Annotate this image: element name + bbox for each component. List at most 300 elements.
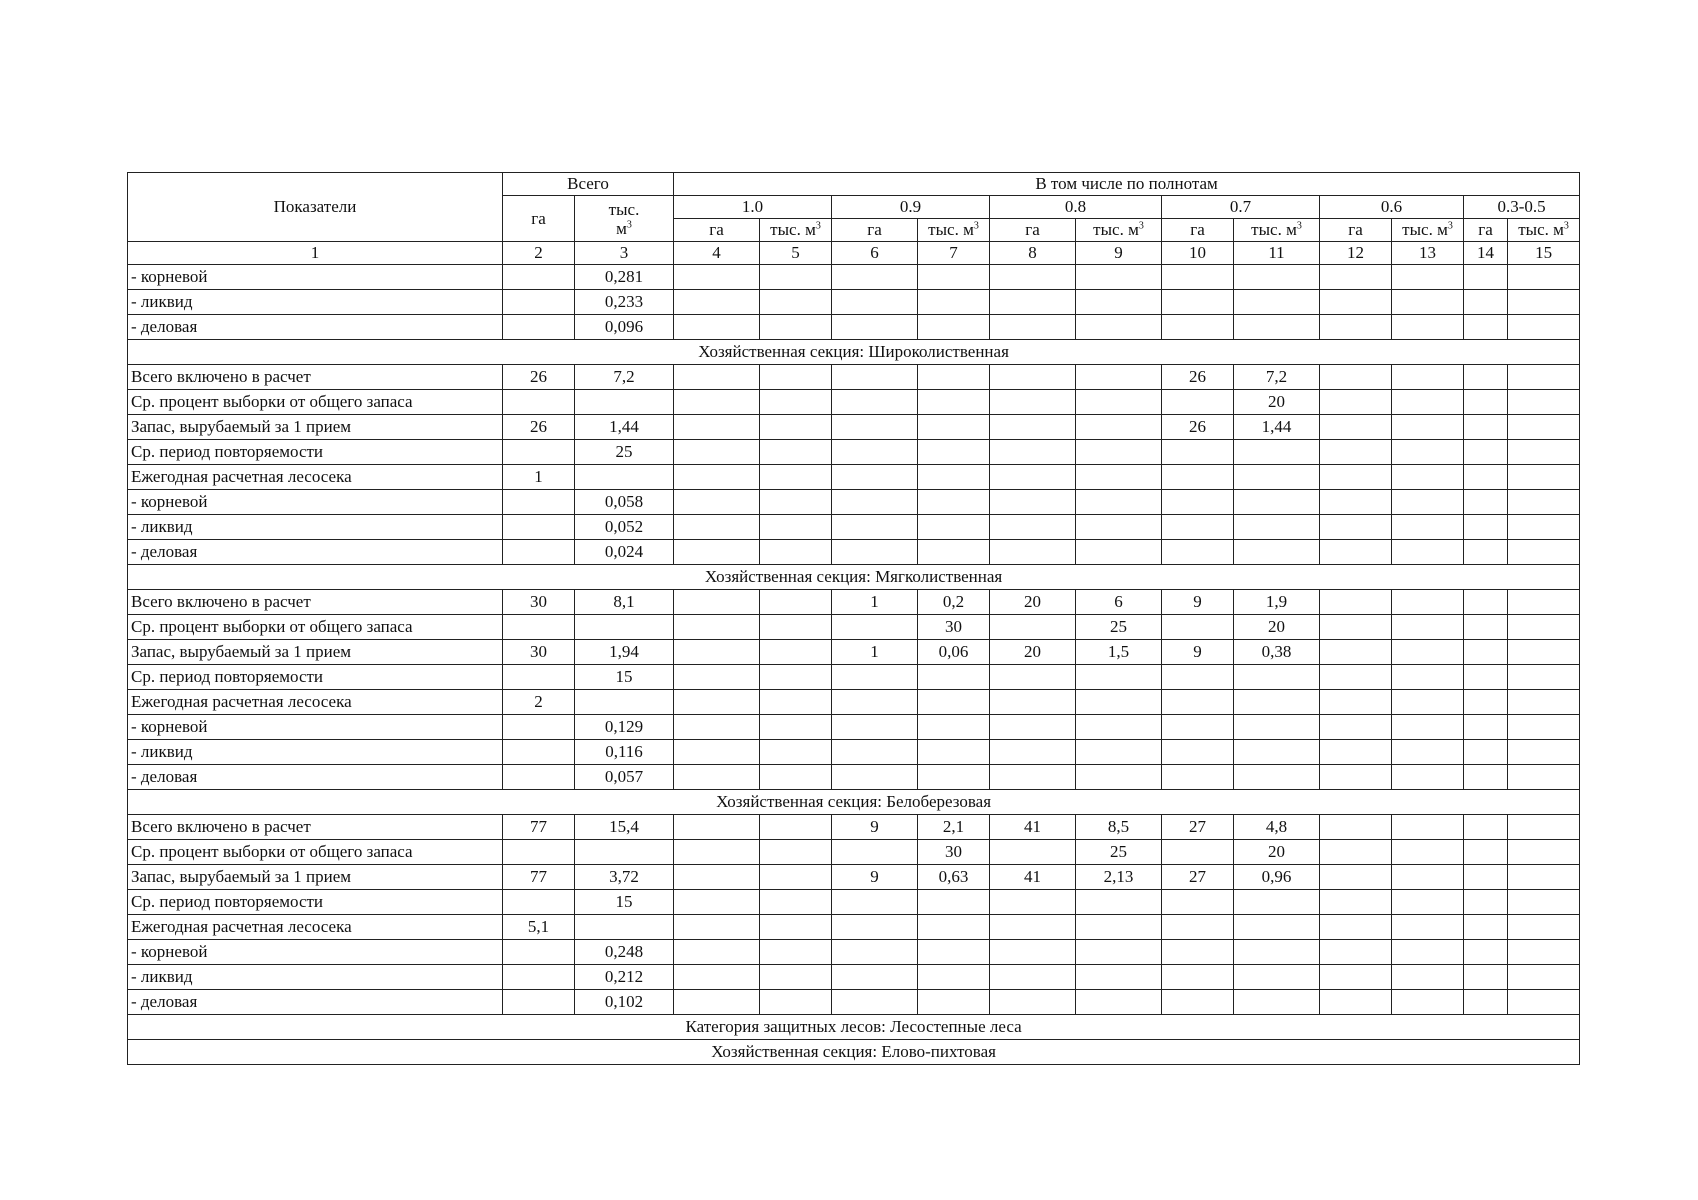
row-label: Ежегодная расчетная лесосека (128, 465, 503, 490)
table-cell (1508, 890, 1580, 915)
table-cell (1234, 465, 1320, 490)
table-row (128, 740, 1580, 765)
table-cell: 26 (503, 365, 575, 390)
table-cell (1076, 515, 1162, 540)
table-cell (1320, 440, 1392, 465)
table-cell: 26 (1162, 415, 1234, 440)
table-cell (1392, 915, 1464, 940)
table-row (128, 640, 1580, 665)
table-cell (503, 940, 575, 965)
column-number: 5 (760, 242, 832, 265)
table-cell (674, 440, 760, 465)
table-cell (1508, 440, 1580, 465)
table-cell (674, 290, 760, 315)
table-cell (832, 365, 918, 390)
header-unit-volume (1392, 219, 1464, 242)
table-cell: 2,1 (918, 815, 990, 840)
column-number: 8 (990, 242, 1076, 265)
table-cell (1464, 890, 1508, 915)
table-cell (760, 765, 832, 790)
table-cell (503, 990, 575, 1015)
table-cell (1320, 315, 1392, 340)
section-title: Хозяйственная секция: Белоберезовая (128, 790, 1580, 815)
table-cell: 15,4 (575, 815, 674, 840)
table-cell (832, 265, 918, 290)
table-cell (832, 515, 918, 540)
table-cell (1162, 915, 1234, 940)
table-row (128, 515, 1580, 540)
superscript-3: 3 (973, 220, 979, 232)
table-cell: 30 (503, 590, 575, 615)
table-cell (503, 490, 575, 515)
header-total-ha: га (503, 196, 575, 242)
table-row (128, 315, 1580, 340)
table-header (128, 173, 1580, 265)
table-row (128, 815, 1580, 840)
row-label: Запас, вырубаемый за 1 прием (128, 865, 503, 890)
table-cell (1508, 465, 1580, 490)
table-cell (1234, 740, 1320, 765)
table-cell (1320, 365, 1392, 390)
table-cell (1320, 965, 1392, 990)
row-label: - ликвид (128, 515, 503, 540)
table-cell (503, 965, 575, 990)
table-cell (760, 940, 832, 965)
table-cell (760, 640, 832, 665)
table-cell (1162, 290, 1234, 315)
table-cell: 26 (503, 415, 575, 440)
table-cell (674, 415, 760, 440)
table-cell: 4,8 (1234, 815, 1320, 840)
table-row (128, 915, 1580, 940)
row-label: - деловая (128, 540, 503, 565)
table-cell (990, 290, 1076, 315)
table-cell (760, 615, 832, 640)
column-number: 11 (1234, 242, 1320, 265)
table-cell (918, 415, 990, 440)
table-cell: 15 (575, 890, 674, 915)
header-by-density: В том числе по полнотам (674, 173, 1580, 196)
table-cell: 41 (990, 865, 1076, 890)
row-label: Всего включено в расчет (128, 365, 503, 390)
header-unit-volume-text: тыс. м (1093, 220, 1139, 239)
table-cell (1392, 315, 1464, 340)
table-cell (1234, 890, 1320, 915)
table-cell (1464, 415, 1508, 440)
table-cell: 26 (1162, 365, 1234, 390)
table-cell (990, 965, 1076, 990)
superscript-3: 3 (1447, 220, 1453, 232)
table-cell (674, 265, 760, 290)
table-cell: 20 (1234, 615, 1320, 640)
table-cell (575, 465, 674, 490)
superscript-3: 3 (626, 218, 632, 230)
table-cell (1508, 965, 1580, 990)
table-cell (760, 265, 832, 290)
header-unit-volume (1234, 219, 1320, 242)
table-cell (1234, 765, 1320, 790)
table-cell (1234, 965, 1320, 990)
table-cell: 77 (503, 865, 575, 890)
table-cell (1076, 465, 1162, 490)
table-cell (1320, 740, 1392, 765)
table-cell (1508, 265, 1580, 290)
table-cell (1234, 515, 1320, 540)
table-cell (990, 765, 1076, 790)
header-density-4: 0.7 (1162, 196, 1320, 219)
row-label: Запас, вырубаемый за 1 прием (128, 415, 503, 440)
table-cell (1464, 590, 1508, 615)
table-cell (1162, 890, 1234, 915)
table-cell (1076, 665, 1162, 690)
table-cell (1162, 665, 1234, 690)
row-label: - корневой (128, 265, 503, 290)
table-cell (1464, 865, 1508, 890)
table-cell (1162, 465, 1234, 490)
table-row (128, 865, 1580, 890)
column-number: 15 (1508, 242, 1580, 265)
table-cell (990, 465, 1076, 490)
table-cell (1508, 590, 1580, 615)
table-cell (1392, 640, 1464, 665)
table-cell (1076, 415, 1162, 440)
table-cell: 1,44 (1234, 415, 1320, 440)
table-cell (832, 690, 918, 715)
table-cell (760, 865, 832, 890)
table-cell (1392, 490, 1464, 515)
table-cell (674, 965, 760, 990)
table-cell (1392, 965, 1464, 990)
table-cell (1392, 615, 1464, 640)
section-header-row (128, 790, 1580, 815)
table-cell (918, 690, 990, 715)
table-cell: 20 (990, 640, 1076, 665)
table-cell (1320, 515, 1392, 540)
table-cell: 27 (1162, 865, 1234, 890)
table-cell (990, 265, 1076, 290)
table-cell (918, 365, 990, 390)
table-cell (1076, 890, 1162, 915)
section-title: Хозяйственная секция: Широколиственная (128, 340, 1580, 365)
table-cell (760, 440, 832, 465)
table-cell (1320, 990, 1392, 1015)
table-cell: 25 (575, 440, 674, 465)
table-cell (1508, 915, 1580, 940)
table-cell (760, 890, 832, 915)
table-cell (1508, 365, 1580, 390)
table-cell (1162, 390, 1234, 415)
table-cell (1392, 840, 1464, 865)
table-cell (918, 940, 990, 965)
table-cell (918, 290, 990, 315)
table-cell (832, 965, 918, 990)
table-cell (503, 665, 575, 690)
section-header-row (128, 340, 1580, 365)
table-cell (1076, 915, 1162, 940)
table-cell (990, 740, 1076, 765)
table-row (128, 690, 1580, 715)
table-cell (1076, 290, 1162, 315)
table-cell (674, 465, 760, 490)
table-cell (1508, 390, 1580, 415)
table-cell: 0,102 (575, 990, 674, 1015)
table-cell: 0,024 (575, 540, 674, 565)
table-cell (918, 965, 990, 990)
table-cell (1320, 840, 1392, 865)
table-cell (1392, 740, 1464, 765)
table-cell: 30 (918, 840, 990, 865)
table-cell (1392, 815, 1464, 840)
table-cell (1392, 265, 1464, 290)
header-unit-volume-text: тыс. м (1518, 220, 1564, 239)
table-cell (832, 740, 918, 765)
header-unit-ha: га (1464, 219, 1508, 242)
row-label: - корневой (128, 940, 503, 965)
table-cell (760, 665, 832, 690)
header-unit-volume-text: тыс. м (1402, 220, 1448, 239)
table-cell (503, 265, 575, 290)
table-cell (1508, 940, 1580, 965)
table-cell (674, 715, 760, 740)
table-cell: 6 (1076, 590, 1162, 615)
table-cell: 8,1 (575, 590, 674, 615)
table-cell (1464, 540, 1508, 565)
table-cell: 20 (990, 590, 1076, 615)
table-row (128, 265, 1580, 290)
table-cell (503, 290, 575, 315)
table-cell (990, 890, 1076, 915)
table-cell (1162, 965, 1234, 990)
table-cell (760, 915, 832, 940)
table-cell: 1 (503, 465, 575, 490)
table-cell (1162, 765, 1234, 790)
table-cell (990, 915, 1076, 940)
table-cell (1464, 990, 1508, 1015)
table-cell (1508, 865, 1580, 890)
table-cell: 41 (990, 815, 1076, 840)
column-number: 6 (832, 242, 918, 265)
table-cell (674, 590, 760, 615)
table-cell (1320, 640, 1392, 665)
table-cell (575, 915, 674, 940)
header-total-volume-line2: м (616, 218, 627, 238)
table-cell (1234, 915, 1320, 940)
header-unit-volume-text: тыс. м (1251, 220, 1297, 239)
table-cell (1508, 990, 1580, 1015)
table-cell: 0,116 (575, 740, 674, 765)
column-number: 2 (503, 242, 575, 265)
row-label: - ликвид (128, 965, 503, 990)
table-cell (760, 990, 832, 1015)
section-header-row (128, 1015, 1580, 1040)
table-cell (503, 390, 575, 415)
table-cell: 0,96 (1234, 865, 1320, 890)
column-number: 12 (1320, 242, 1392, 265)
table-cell (990, 840, 1076, 865)
table-cell (1392, 890, 1464, 915)
row-label: - ликвид (128, 740, 503, 765)
table-cell: 20 (1234, 390, 1320, 415)
table-row (128, 365, 1580, 390)
table-cell (1464, 265, 1508, 290)
table-cell (918, 490, 990, 515)
table-cell (760, 690, 832, 715)
table-cell (575, 390, 674, 415)
table-row (128, 390, 1580, 415)
column-number: 9 (1076, 242, 1162, 265)
table-cell (918, 440, 990, 465)
table-cell (1392, 590, 1464, 615)
table-cell (503, 615, 575, 640)
table-cell (760, 315, 832, 340)
table-cell: 1,94 (575, 640, 674, 665)
table-cell (503, 765, 575, 790)
table-cell: 1,44 (575, 415, 674, 440)
table-row (128, 490, 1580, 515)
table-cell (1076, 940, 1162, 965)
table-cell (760, 465, 832, 490)
table-cell (1392, 465, 1464, 490)
table-cell (1464, 490, 1508, 515)
table-cell (1234, 715, 1320, 740)
table-cell (1162, 840, 1234, 865)
table-cell (674, 515, 760, 540)
table-cell (1234, 265, 1320, 290)
table-cell (1464, 315, 1508, 340)
table-cell (1508, 640, 1580, 665)
table-cell (1076, 765, 1162, 790)
row-label: - деловая (128, 765, 503, 790)
table-cell (1162, 740, 1234, 765)
table-cell (1464, 915, 1508, 940)
header-indicators: Показатели (128, 173, 503, 242)
table-cell (1162, 715, 1234, 740)
section-title: Хозяйственная секция: Елово-пихтовая (128, 1040, 1580, 1065)
column-number: 4 (674, 242, 760, 265)
forest-harvest-table (127, 172, 1580, 1065)
table-body (128, 265, 1580, 1065)
table-cell (990, 665, 1076, 690)
table-row (128, 665, 1580, 690)
table-cell (832, 415, 918, 440)
table-cell (990, 315, 1076, 340)
row-label: Ср. период повторяемости (128, 665, 503, 690)
table-cell: 27 (1162, 815, 1234, 840)
table-cell: 8,5 (1076, 815, 1162, 840)
table-cell (832, 490, 918, 515)
table-cell (1162, 265, 1234, 290)
table-cell (1076, 390, 1162, 415)
table-cell: 0,281 (575, 265, 674, 290)
row-label: Ср. период повторяемости (128, 890, 503, 915)
table-cell: 0,38 (1234, 640, 1320, 665)
header-density-5: 0.6 (1320, 196, 1464, 219)
table-cell (1392, 690, 1464, 715)
table-cell (1508, 315, 1580, 340)
table-cell (1508, 715, 1580, 740)
header-unit-ha: га (990, 219, 1076, 242)
table-cell (760, 815, 832, 840)
row-label: Ср. процент выборки от общего запаса (128, 615, 503, 640)
table-cell (1076, 440, 1162, 465)
table-cell (1162, 515, 1234, 540)
header-total-volume (575, 196, 674, 242)
table-cell (1508, 490, 1580, 515)
table-cell (1508, 765, 1580, 790)
table-cell (1234, 665, 1320, 690)
header-unit-ha: га (1162, 219, 1234, 242)
superscript-3: 3 (815, 220, 821, 232)
header-density-2: 0.9 (832, 196, 990, 219)
table-cell (1508, 665, 1580, 690)
table-cell: 30 (918, 615, 990, 640)
table-cell (832, 915, 918, 940)
table-cell (1320, 890, 1392, 915)
table-cell (674, 990, 760, 1015)
table-cell (990, 690, 1076, 715)
table-cell (503, 515, 575, 540)
table-cell (1162, 440, 1234, 465)
table-cell (1076, 715, 1162, 740)
table-cell (990, 990, 1076, 1015)
table-cell (1392, 665, 1464, 690)
table-cell (760, 290, 832, 315)
header-density-6: 0.3-0.5 (1464, 196, 1580, 219)
table-cell (990, 440, 1076, 465)
table-cell: 20 (1234, 840, 1320, 865)
table-cell (832, 540, 918, 565)
table-cell (918, 265, 990, 290)
table-cell (918, 915, 990, 940)
table-cell (503, 540, 575, 565)
table-cell (1076, 490, 1162, 515)
row-label: - деловая (128, 990, 503, 1015)
table-cell (1508, 815, 1580, 840)
table-row (128, 440, 1580, 465)
table-cell: 0,63 (918, 865, 990, 890)
table-cell (990, 390, 1076, 415)
table-cell: 0,052 (575, 515, 674, 540)
table-cell: 25 (1076, 615, 1162, 640)
table-cell (1392, 515, 1464, 540)
table-cell (1464, 515, 1508, 540)
table-cell: 1,9 (1234, 590, 1320, 615)
table-cell (1392, 290, 1464, 315)
table-cell: 2 (503, 690, 575, 715)
table-cell (674, 640, 760, 665)
table-cell (1464, 815, 1508, 840)
table-cell (1392, 940, 1464, 965)
table-cell (1464, 690, 1508, 715)
table-cell: 0,129 (575, 715, 674, 740)
table-cell (503, 890, 575, 915)
table-cell (760, 490, 832, 515)
table-cell (1234, 540, 1320, 565)
column-number: 13 (1392, 242, 1464, 265)
table-cell (1464, 290, 1508, 315)
table-cell (760, 590, 832, 615)
table-cell (990, 490, 1076, 515)
table-cell (1320, 390, 1392, 415)
table-cell (1162, 940, 1234, 965)
table-cell (1464, 390, 1508, 415)
header-unit-ha: га (674, 219, 760, 242)
table-cell (1464, 765, 1508, 790)
table-cell (990, 715, 1076, 740)
table-cell: 0,096 (575, 315, 674, 340)
table-cell: 0,233 (575, 290, 674, 315)
table-cell (832, 890, 918, 915)
